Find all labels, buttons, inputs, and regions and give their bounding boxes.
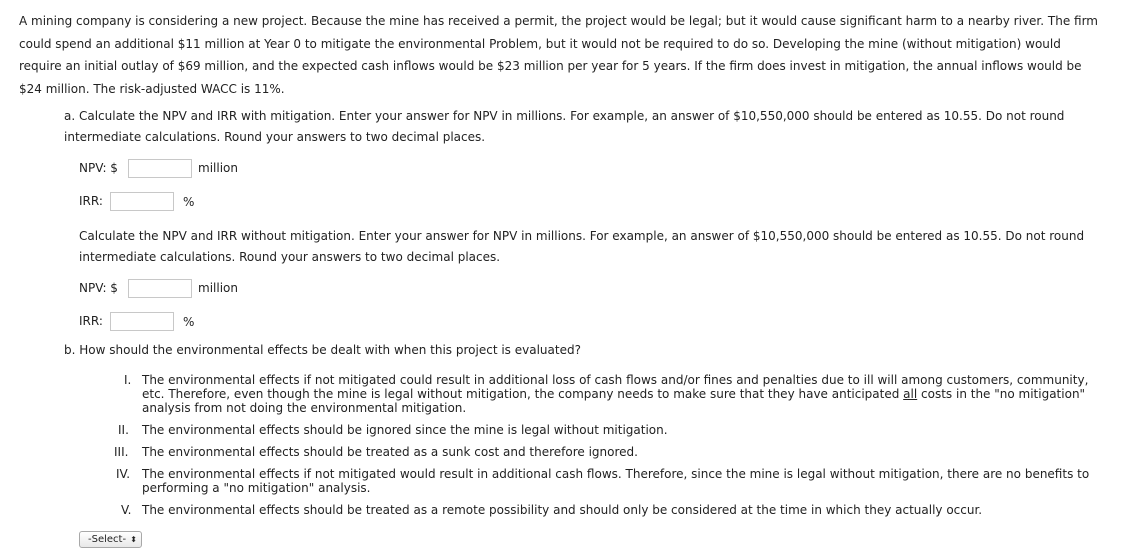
npv-with-mitigation-label: NPV: $ [79, 161, 118, 175]
updown-arrow-icon: ⬍ [130, 535, 137, 544]
irr-with-mitigation-input[interactable] [110, 192, 174, 211]
intro-line: A mining company is considering a new project. Because the mine has received a permit, the project would be legal; but it would cause significant harm to a nearby river. The firm [19, 14, 1098, 28]
npv-without-mitigation-input[interactable] [128, 279, 192, 298]
problem-statement [19, 10, 1119, 100]
option-iii [114, 445, 638, 459]
npv-without-mitigation-label: NPV: $ [79, 281, 118, 295]
irr-with-mitigation-unit: % [183, 195, 195, 209]
option-line: The environmental effects should be ignored since the mine is legal without mitigation. [142, 423, 668, 437]
option-line: etc. Therefore, even though the mine is legal without mitigation, the company needs to make sure that they have anticipated [142, 387, 904, 401]
option-line-composite [142, 387, 1122, 401]
option-i [124, 373, 1089, 415]
option-line: costs in the "no mitigation" [917, 387, 1086, 401]
irr-without-mitigation-label: IRR: [79, 314, 103, 328]
option-number: I. [124, 373, 132, 387]
option-number: V. [121, 503, 132, 517]
irr-with-mitigation-label: IRR: [79, 194, 103, 208]
option-underlined-word: all [903, 387, 918, 401]
option-line: performing a "no mitigation" analysis. [142, 481, 371, 495]
option-ii [118, 423, 668, 437]
option-number: III. [114, 445, 129, 459]
irr-without-mitigation-unit: % [183, 315, 195, 329]
option-line: The environmental effects if not mitigated would result in additional cash flows. Therefore, since the mine is legal without mitigation, there are no benefits to [142, 467, 1090, 481]
intro-line: could spend an additional $11 million at Year 0 to mitigate the environmental Problem, but it would not be required to do so. Developing the mine (without mitigation) would [19, 36, 1061, 51]
option-line: analysis from not doing the environmental mitigation. [142, 401, 467, 415]
intro-line: $24 million. The risk-adjusted WACC is 11%. [19, 81, 285, 96]
option-line: The environmental effects should be treated as a sunk cost and therefore ignored. [142, 445, 638, 459]
option-number: IV. [116, 467, 131, 481]
option-iv [116, 467, 1090, 495]
part-a-line: a. Calculate the NPV and IRR with mitigation. Enter your answer for NPV in millions. For example, an answer of $10,550,000 should be entered as 10.55. Do not round [64, 109, 1065, 123]
part-a2-instructions [79, 226, 1084, 268]
select-value: -Select- [88, 534, 127, 545]
option-v [121, 503, 983, 517]
answer-select[interactable] [79, 531, 142, 548]
option-line: The environmental effects if not mitigated could result in additional loss of cash flows and/or fines and penalties due to ill will among customers, community, [142, 373, 1089, 387]
intro-line: require an initial outlay of $69 million, and the expected cash inflows would be $23 million per year for 5 years. If the firm does invest in mitigation, the annual inflows would be [19, 59, 1082, 73]
part-b-question: b. How should the environmental effects be dealt with when this project is evaluated? [64, 343, 581, 357]
option-line: The environmental effects should be treated as a remote possibility and should only be considered at the time in which they actually occur. [142, 503, 983, 517]
part-a2-line: intermediate calculations. Round your answers to two decimal places. [79, 250, 501, 264]
npv-with-mitigation-unit: million [198, 161, 238, 175]
irr-without-mitigation-input[interactable] [110, 312, 174, 331]
option-number: II. [118, 423, 129, 437]
npv-with-mitigation-input[interactable] [128, 159, 192, 178]
part-a-instructions [64, 106, 1064, 148]
npv-without-mitigation-unit: million [198, 281, 238, 295]
part-a2-line: Calculate the NPV and IRR without mitigation. Enter your answer for NPV in millions. For example, an answer of $10,550,000 should be entered as 10.55. Do not round [79, 229, 1085, 243]
part-a-line: intermediate calculations. Round your answers to two decimal places. [64, 130, 486, 144]
